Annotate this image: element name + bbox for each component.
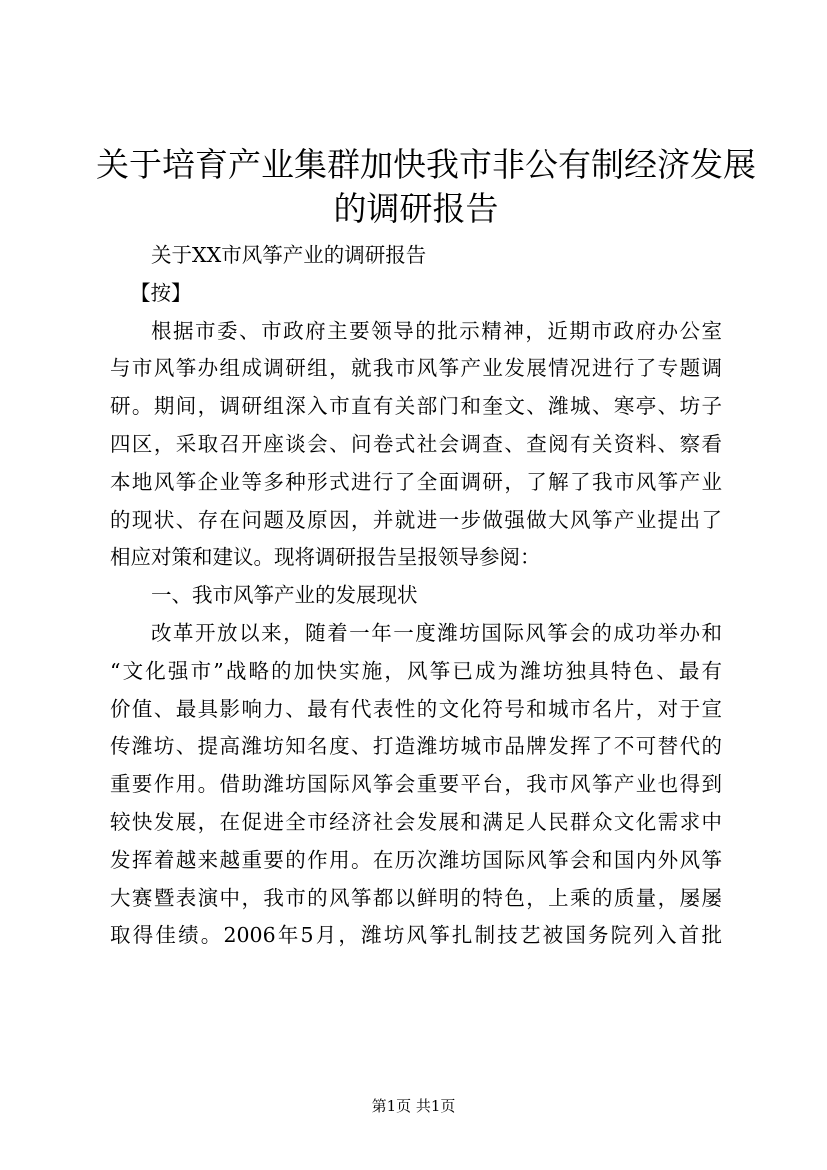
title-line-1: 关于培育产业集群加快我市非公有制经济发展 (96, 145, 756, 184)
paragraph-line: 价值、最具影响力、最有代表性的文化符号和城市名片，对于宣 (110, 696, 722, 721)
paragraph-line: 根据市委、市政府主要领导的批示精神，近期市政府办公室 (151, 318, 722, 343)
paragraph-line: 取得佳绩。2006年5月，潍坊风筝扎制技艺被国务院列入首批 (110, 923, 722, 948)
page-footer: 第1页 共1页 (371, 1097, 456, 1115)
document-body (110, 237, 722, 955)
paragraph-line: 大赛暨表演中，我市的风筝都以鲜明的特色，上乘的质量，屡屡 (110, 885, 722, 910)
paragraph-line: 与市风筝办组成调研组，就我市风筝产业发展情况进行了专题调 (110, 356, 722, 381)
section-heading: 一、我市风筝产业的发展现状 (151, 583, 418, 608)
paragraph-development (110, 615, 722, 955)
paragraph-line: 重要作用。借助潍坊国际风筝会重要平台，我市风筝产业也得到 (110, 772, 722, 797)
paragraph-line: 发挥着越来越重要的作用。在历次潍坊国际风筝会和国内外风筝 (110, 847, 722, 872)
paragraph-intro (110, 313, 722, 578)
paragraph-line: 较快发展，在促进全市经济社会发展和满足人民群众文化需求中 (110, 809, 722, 834)
paragraph-line: 改革开放以来，随着一年一度潍坊国际风筝会的成功举办和 (151, 620, 722, 645)
title-line-2: 的调研报告 (333, 189, 499, 228)
document-title (96, 143, 756, 231)
paragraph-line: 本地风筝企业等多种形式进行了全面调研，了解了我市风筝产业 (110, 469, 722, 494)
paragraph-line: 研。期间，调研组深入市直有关部门和奎文、潍城、寒亭、坊子 (110, 394, 722, 419)
paragraph-line: “文化强市”战略的加快实施，风筝已成为潍坊独具特色、最有 (110, 658, 722, 683)
paragraph-line: 相应对策和建议。现将调研报告呈报领导参阅： (110, 545, 541, 570)
note-label: 【按】 (130, 280, 192, 305)
paragraph-line: 传潍坊、提高潍坊知名度、打造潍坊城市品牌发挥了不可替代的 (110, 734, 722, 759)
report-subtitle: 关于XX市风筝产业的调研报告 (151, 243, 427, 267)
paragraph-line: 的现状、存在问题及原因，并就进一步做强做大风筝产业提出了 (110, 507, 722, 532)
paragraph-line: 四区，采取召开座谈会、问卷式社会调查、查阅有关资料、察看 (110, 431, 722, 456)
